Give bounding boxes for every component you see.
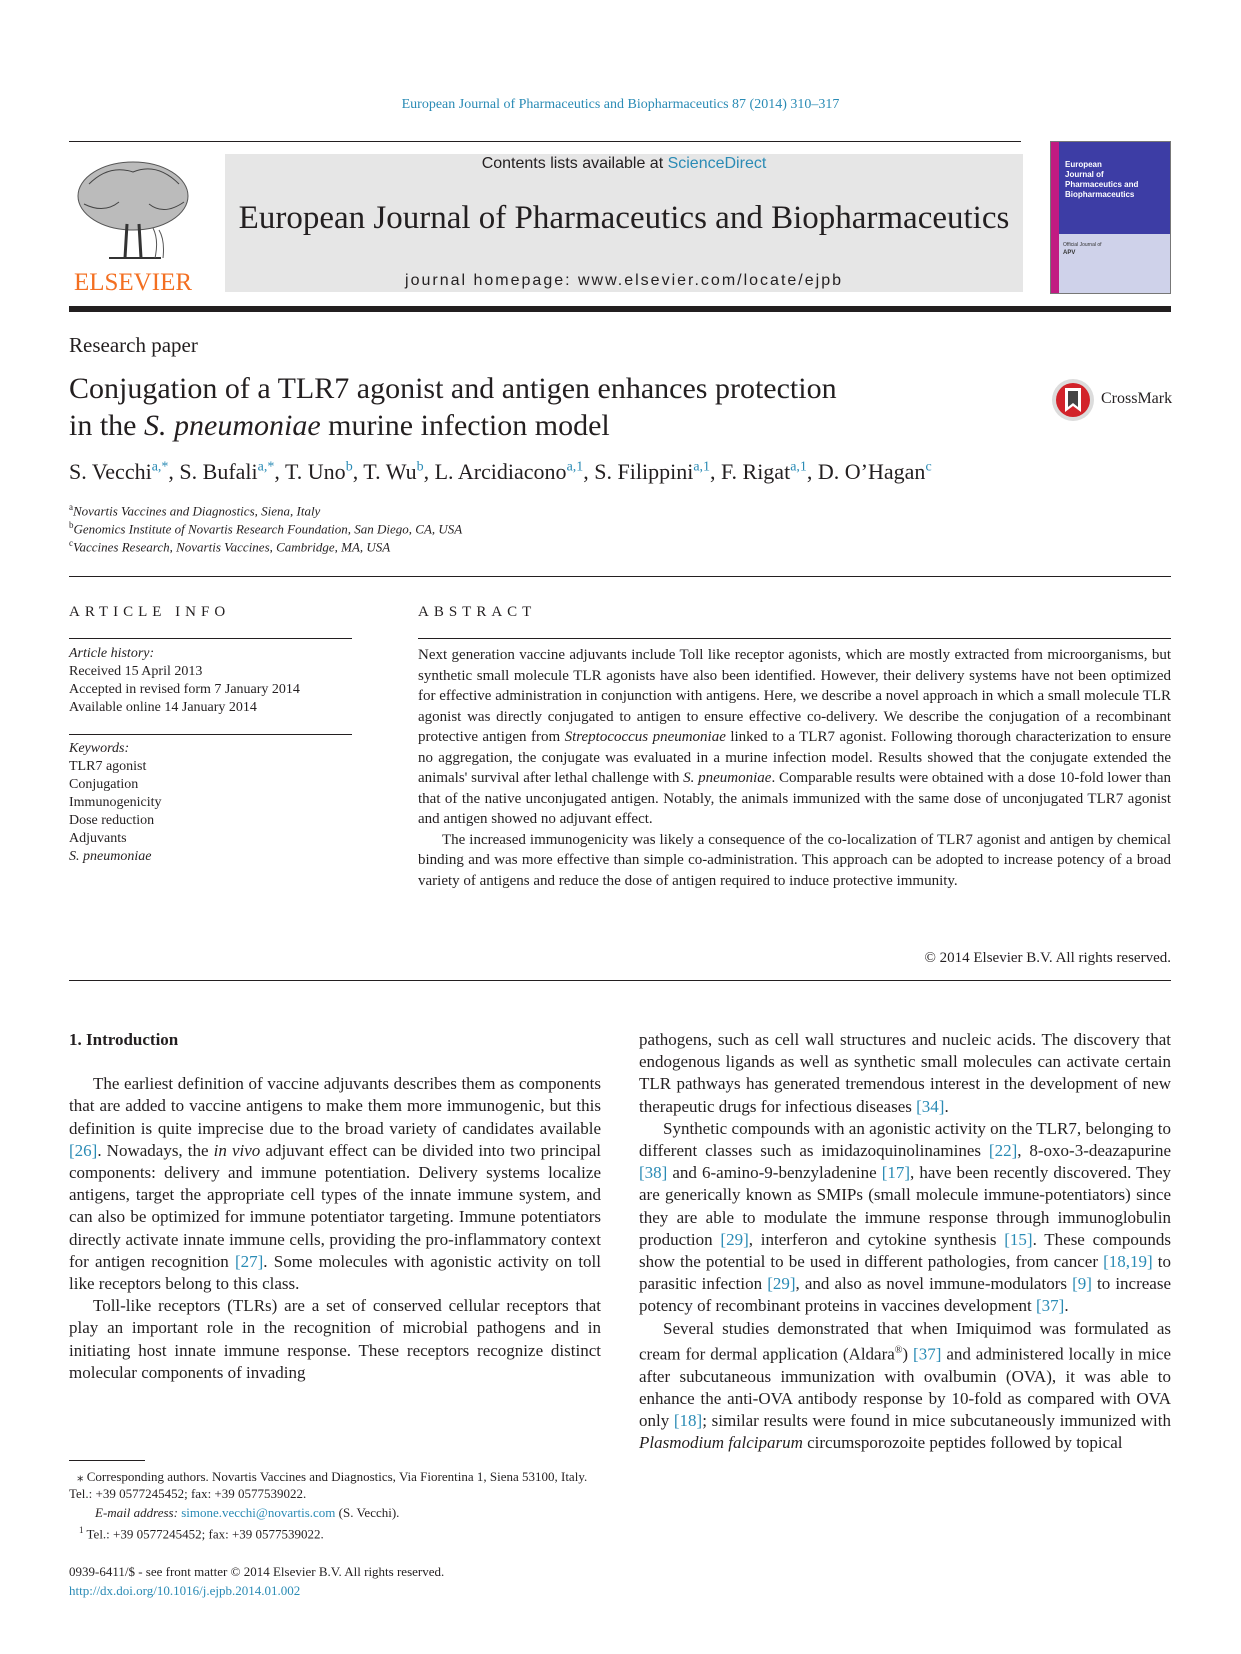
received-date: Received 15 April 2013 — [69, 664, 203, 679]
reference-link[interactable]: [29] — [767, 1274, 796, 1294]
body-paragraph: Toll-like receptors (TLRs) are a set of conserved cellular receptors that play an important role in the recognition of microbial pathogens and in initiating host innate immune response. These receptors recognize distinct molecular components of invading — [69, 1296, 601, 1382]
affiliation-text: Genomics Institute of Novartis Research Foundation, San Diego, CA, USA — [73, 521, 463, 537]
crossmark-label: CrossMark — [1101, 390, 1173, 407]
affiliation-marker: c — [69, 538, 73, 548]
header-top-rule — [69, 141, 1021, 142]
contents-prefix: Contents lists available at — [481, 155, 668, 172]
author-list — [69, 459, 932, 485]
body-text: . Some molecules with agonistic activity on toll like receptors belong to this class. — [69, 1251, 601, 1294]
affiliation-marker: b — [69, 520, 74, 530]
body-text: circumsporozoite peptides followed by topical — [802, 1433, 1123, 1453]
author-name: T. Uno — [284, 459, 346, 484]
keyword: Adjuvants — [69, 831, 127, 846]
author-affiliation-marker[interactable]: b — [416, 459, 424, 475]
body-text: ; similar results were found in mice subcutaneously immunized with — [702, 1411, 1171, 1431]
footnote-rule — [69, 1460, 145, 1461]
reference-link[interactable]: [29] — [720, 1229, 749, 1249]
author[interactable] — [363, 459, 434, 484]
title-species: S. pneumoniae — [144, 409, 321, 442]
journal-cover-thumbnail — [1050, 141, 1171, 294]
article-info-heading: ARTICLE INFO — [69, 604, 231, 620]
info-rule — [69, 638, 352, 639]
author-name: S. Filippini — [594, 459, 694, 484]
abstract-paragraph: The increased immunogenicity was likely a consequence of the co-localization of TLR7 agonist and antigen by chemical binding and was more effective than simple co-administration. This approach can be adopted to increase potency of a broad variety of antigens and reduce the dose of antigen required to induce protective immunity. — [418, 831, 1171, 889]
email-label: E-mail address: — [95, 1505, 182, 1520]
author[interactable] — [721, 459, 818, 484]
reference-link[interactable]: [37] — [1036, 1296, 1065, 1316]
abstract-heading: ABSTRACT — [418, 604, 537, 620]
body-column-right — [639, 1029, 1171, 1455]
email-link[interactable]: simone.vecchi@novartis.com — [181, 1505, 336, 1520]
footnote-email — [69, 1504, 627, 1521]
reference-link[interactable]: [38] — [639, 1163, 668, 1183]
doi-link[interactable]: http://dx.doi.org/10.1016/j.ejpb.2014.01.002 — [69, 1583, 301, 1598]
affiliation-text: Novartis Vaccines and Diagnostics, Siena, Italy — [73, 503, 321, 519]
cover-stripe — [1051, 142, 1059, 293]
body-paragraph — [639, 1318, 1171, 1455]
abstract-text: . Comparable results were obtained with a dose 10-fold lower than that of the native unconjugated antigen. Notably, the animals immunized with the same dose of unconjugated TLR7 agonist and antigen showed no adjuvant effect. — [418, 770, 1171, 827]
body-column-left — [69, 1029, 601, 1384]
article-title — [69, 370, 969, 444]
cover-title-line: Pharmaceutics and — [1065, 180, 1139, 189]
reference-link[interactable]: [17] — [881, 1163, 911, 1183]
affiliation-marker: a — [69, 502, 73, 512]
author[interactable] — [285, 459, 363, 484]
journal-banner — [225, 154, 1023, 292]
author[interactable] — [818, 459, 932, 484]
keywords — [69, 740, 162, 866]
author-affiliation-marker[interactable]: b — [345, 459, 353, 475]
body-text: , 8-oxo-3-deazapurine — [1017, 1141, 1171, 1161]
affiliation — [69, 520, 462, 537]
body-paragraph — [639, 1118, 1171, 1318]
author-affiliation-marker[interactable]: a,1 — [693, 459, 711, 475]
reference-link[interactable]: [27] — [234, 1251, 264, 1271]
body-emphasis: in vivo — [213, 1140, 261, 1160]
elsevier-wordmark: ELSEVIER — [73, 269, 193, 296]
reference-link[interactable]: [18] — [673, 1411, 703, 1431]
article-type: Research paper — [69, 333, 198, 357]
author-name: D. O’Hagan — [817, 459, 926, 484]
cover-org: APV — [1063, 250, 1076, 256]
affiliation — [69, 538, 390, 555]
online-date: Available online 14 January 2014 — [69, 700, 257, 715]
email-suffix: (S. Vecchi). — [335, 1505, 400, 1520]
author-name: S. Vecchi — [69, 459, 152, 484]
author[interactable] — [179, 459, 285, 484]
body-text: , and also as novel immune-modulators — [795, 1274, 1073, 1294]
cover-footer: Official Journal of — [1063, 242, 1102, 248]
journal-homepage[interactable]: journal homepage: www.elsevier.com/locate/ejpb — [405, 272, 843, 289]
body-text: to increase potency of recombinant proteins in vaccines development — [639, 1274, 1171, 1316]
author-affiliation-marker[interactable]: a,1 — [790, 459, 807, 475]
history-label: Article history: — [69, 646, 155, 661]
footnote-one — [69, 1522, 611, 1542]
author-separator: , — [710, 459, 722, 484]
abstract-bottom-rule — [69, 980, 1171, 981]
abstract-paragraph — [418, 645, 1171, 830]
body-text: . — [944, 1096, 949, 1116]
body-text: . Nowadays, the — [97, 1140, 214, 1160]
author[interactable] — [435, 459, 595, 484]
keywords-label: Keywords: — [69, 741, 130, 756]
footnote-marker: 1 — [79, 1525, 84, 1535]
body-text: Several studies demonstrated that when Imiquimod was formulated as cream for dermal application (Aldara — [639, 1318, 1171, 1364]
body-text: pathogens, such as cell wall structures and nucleic acids. The discovery that endogenous ligands as well as synthetic small molecules can activate certain TLR pathways has generated tremendous interest in the development of new therapeutic drugs for infectious diseases — [639, 1030, 1171, 1116]
contents-line — [225, 154, 1023, 174]
reference-link[interactable]: [26] — [69, 1140, 98, 1160]
author-separator: , — [423, 459, 435, 484]
author-affiliation-marker[interactable]: a,1 — [566, 459, 584, 475]
body-text: Synthetic compounds with an agonistic activity on the TLR7, belonging to different classes such as imidazoquinolinamines — [639, 1118, 1171, 1161]
body-text: ) — [902, 1344, 914, 1364]
keyword: S. pneumoniae — [69, 849, 152, 864]
cover-title-line: Biopharmaceutics — [1065, 190, 1135, 199]
author-affiliation-marker[interactable]: c — [925, 459, 932, 475]
title-text: murine infection model — [320, 409, 610, 442]
abstract-species: S. pneumoniae — [683, 770, 772, 786]
affiliation — [69, 502, 320, 519]
keyword: TLR7 agonist — [69, 759, 147, 774]
cover-title — [1065, 160, 1138, 200]
body-paragraph — [69, 1073, 601, 1295]
abstract-species: Streptococcus pneumoniae — [564, 729, 726, 745]
cover-lower-panel — [1059, 234, 1170, 293]
keyword: Conjugation — [69, 777, 139, 792]
author-separator: , — [168, 459, 180, 484]
reference-link[interactable]: [9] — [1072, 1274, 1092, 1294]
author-affiliation-marker[interactable]: a,* — [257, 459, 275, 475]
footnote-text: Tel.: +39 0577245452; fax: +39 0577539022. — [86, 1526, 324, 1542]
crossmark-badge[interactable] — [1051, 378, 1171, 422]
keyword: Immunogenicity — [69, 795, 162, 810]
author-name: T. Wu — [363, 459, 417, 484]
body-text: and 6-amino-9-benzyladenine — [667, 1163, 882, 1183]
body-text: to parasitic infection — [639, 1252, 1171, 1294]
abstract-text: linked to a TLR7 agonist. Following thorough characterization to ensure no aggregation, the conjugate was evaluated in a murine infection model. Results showed that the conjugate extended the animals' survival after lethal challenge with — [418, 729, 1171, 786]
author-separator: , — [274, 459, 285, 484]
body-text: . — [1064, 1296, 1069, 1316]
info-top-rule — [69, 576, 1171, 577]
cover-title-line: Journal of — [1065, 170, 1104, 179]
author[interactable] — [69, 459, 179, 484]
revised-date: Accepted in revised form 7 January 2014 — [69, 682, 300, 697]
journal-name: European Journal of Pharmaceutics and Biopharmaceutics — [238, 200, 1010, 236]
title-line-2 — [69, 407, 969, 444]
journal-citation[interactable]: European Journal of Pharmaceutics and Biopharmaceutics 87 (2014) 310–317 — [401, 97, 840, 112]
front-matter-line: 0939-6411/$ - see front matter © 2014 Elsevier B.V. All rights reserved. — [69, 1564, 445, 1579]
abstract-text: Next generation vaccine adjuvants include Toll like receptor agonists, which are mostly extracted from microorganisms, but synthetic small molecule TLR agonists have also been identified. However, their delivery systems have not been optimized for effective administration in conjunction with antigens. Here, we describe a novel approach in which a small molecule TLR agonist was directly conjugated to antigen to ensure effective co-delivery. We describe the conjugation of a recombinant protective antigen from — [418, 647, 1171, 745]
registered-mark: ® — [894, 1344, 903, 1356]
body-text: and administered locally in mice after subcutaneous immunization with ovalbumin (OVA), it was able to enhance the anti-OVA antibody response by 10-fold as compared with OVA only — [639, 1344, 1171, 1431]
body-text: , have been recently discovered. They are generically known as SMIPs (small molecule immune-potentiators) since they are able to modulate the immune response through immunoglobulin production — [639, 1163, 1171, 1249]
cover-title-line: European — [1065, 160, 1102, 169]
sciencedirect-link[interactable]: ScienceDirect — [667, 155, 767, 172]
body-text: adjuvant effect can be divided into two principal components: delivery and immune potentiation. Delivery systems localize antigens, target the appropriate cell types of the innate immune system, and can also be optimized for immune potentiator targeting. Immune potentiators directly activate innate immune cells, providing the pro-inflammatory context for antigen recognition — [69, 1140, 601, 1271]
author-name: S. Bufali — [179, 459, 258, 484]
keywords-rule — [69, 734, 352, 735]
article-history — [69, 645, 300, 717]
reference-link[interactable]: [37] — [913, 1344, 942, 1364]
abstract-copyright: © 2014 Elsevier B.V. All rights reserved. — [924, 950, 1171, 966]
abstract-body — [418, 645, 1171, 891]
crossmark-icon — [1051, 378, 1095, 422]
front-matter — [69, 1562, 444, 1600]
author-name: L. Arcidiacono — [434, 459, 567, 484]
author-separator: , — [806, 459, 818, 484]
affiliation-text: Vaccines Research, Novartis Vaccines, Cambridge, MA, USA — [73, 539, 391, 555]
abstract-rule — [418, 638, 1171, 639]
body-species: Plasmodium falciparum — [639, 1433, 803, 1453]
author[interactable] — [594, 459, 721, 484]
reference-link[interactable]: [18,19] — [1103, 1252, 1153, 1272]
body-paragraph — [639, 1029, 1171, 1118]
author-separator: , — [583, 459, 595, 484]
body-text: , interferon and cytokine synthesis — [748, 1229, 1005, 1249]
reference-link[interactable]: [34] — [916, 1096, 945, 1116]
header-thick-rule — [69, 306, 1171, 312]
author-separator: , — [352, 459, 364, 484]
body-text: . These compounds show the potential to be used in different pathologies, from cancer — [639, 1229, 1171, 1272]
footnote-corresponding: ⁎ Corresponding authors. Novartis Vaccines and Diagnostics, Via Fiorentina 1, Siena 53100, Italy. Tel.: +39 0577245452; fax: +39 0577539022. — [69, 1469, 588, 1501]
reference-link[interactable]: [15] — [1004, 1229, 1033, 1249]
keyword: Dose reduction — [69, 813, 155, 828]
title-line-1: Conjugation of a TLR7 agonist and antigen enhances protection — [69, 372, 837, 405]
author-name: F. Rigat — [721, 459, 791, 484]
reference-link[interactable]: [22] — [988, 1141, 1018, 1161]
title-text: in the — [69, 409, 144, 442]
author-affiliation-marker[interactable]: a,* — [151, 459, 169, 475]
body-text: The earliest definition of vaccine adjuvants describes them as components that are added to vaccine antigens to make them more immunogenic, but this definition is quite imprecise due to the broad variety of candidates available — [69, 1074, 601, 1138]
section-heading: 1. Introduction — [69, 1030, 179, 1049]
